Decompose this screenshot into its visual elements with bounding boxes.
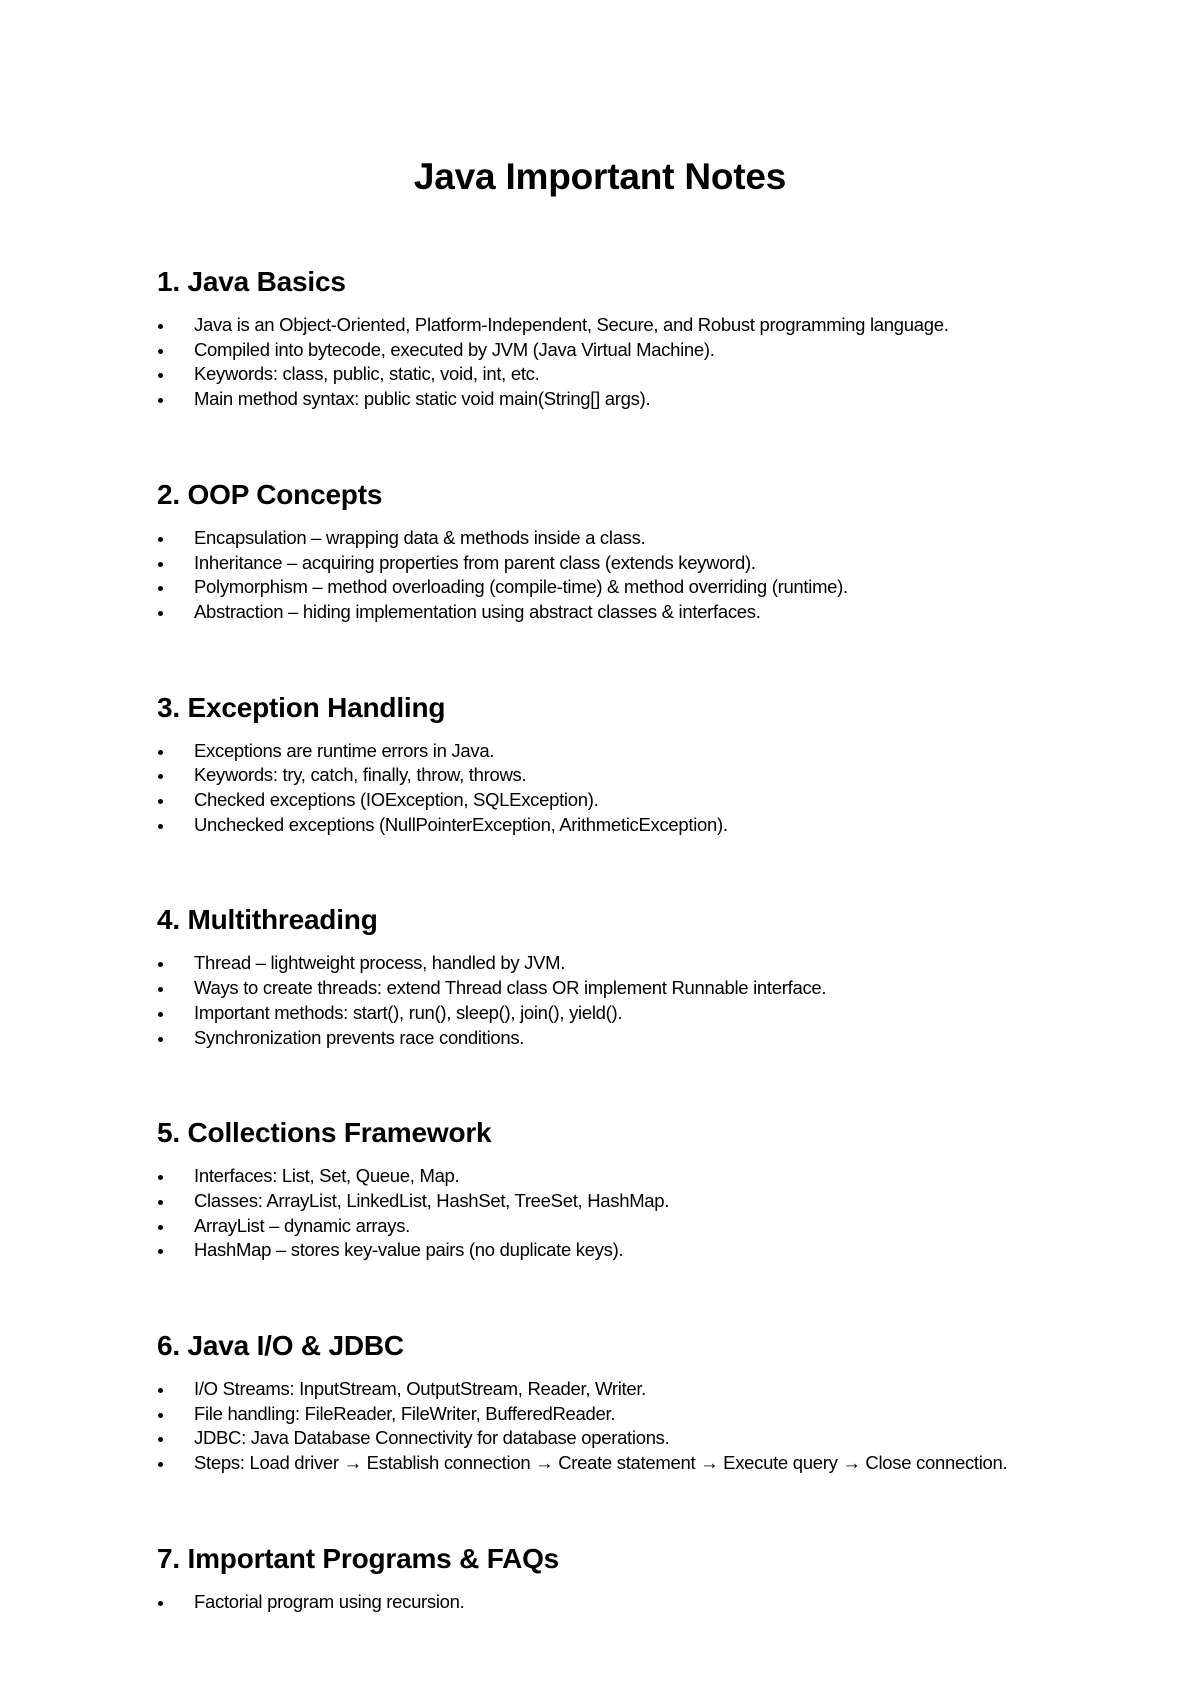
- list-item: [157, 362, 1074, 387]
- list-item: [157, 387, 1074, 412]
- list-item-text: Thread – lightweight process, handled by JVM.: [194, 952, 566, 974]
- list-item-text: Checked exceptions (IOException, SQLException).: [194, 789, 599, 811]
- list-item-text: Java is an Object-Oriented, Platform-Independent, Secure, and Robust programming language.: [194, 314, 949, 335]
- list-item: [157, 1238, 1074, 1263]
- list-item-text: Keywords: try, catch, finally, throw, throws.: [194, 764, 527, 786]
- list-item: [157, 1026, 1074, 1051]
- bullet-icon: [158, 537, 163, 542]
- list-item-text: Factorial program using recursion.: [194, 1590, 465, 1612]
- list-item-text: Main method syntax: public static void main(String[] args).: [194, 388, 651, 410]
- bullet-icon: [158, 562, 163, 567]
- list-item-text: Encapsulation – wrapping data & methods inside a class.: [194, 526, 646, 548]
- document-title: Java Important Notes: [413, 156, 787, 197]
- bullet-list: [157, 951, 1057, 1050]
- bullet-list: [157, 1164, 1057, 1263]
- list-item: [157, 788, 1074, 813]
- bullet-icon: [158, 398, 163, 403]
- list-item: [157, 338, 1074, 363]
- bullet-icon: [158, 1437, 163, 1442]
- bullet-icon: [158, 586, 163, 591]
- list-item-text: Important methods: start(), run(), sleep(), join(), yield().: [194, 1001, 623, 1023]
- list-item: [157, 1377, 1074, 1402]
- bullet-icon: [158, 373, 163, 378]
- sections-container: [157, 266, 1057, 1615]
- list-item: [157, 813, 1074, 838]
- list-item: [157, 763, 1074, 788]
- bullet-icon: [158, 1175, 163, 1180]
- list-item-text: Unchecked exceptions (NullPointerException, ArithmeticException).: [194, 813, 728, 835]
- bullet-icon: [158, 1601, 163, 1606]
- bullet-icon: [158, 1200, 163, 1205]
- bullet-icon: [158, 1225, 163, 1230]
- bullet-list: [157, 1590, 1057, 1615]
- list-item-text: Interfaces: List, Set, Queue, Map.: [194, 1165, 460, 1187]
- bullet-icon: [158, 1037, 163, 1042]
- bullet-icon: [158, 750, 163, 755]
- bullet-icon: [158, 1388, 163, 1393]
- bullet-icon: [158, 1012, 163, 1017]
- section-java-io-jdbc: [157, 1330, 1057, 1476]
- list-item-text: Steps: Load driver → Establish connection → Create statement → Execute query → Close connection.: [194, 1452, 1008, 1474]
- list-item: [157, 1402, 1074, 1427]
- section-exception-handling: [157, 692, 1057, 838]
- list-item: [157, 739, 1074, 764]
- list-item: [157, 526, 1074, 551]
- list-item-text: Classes: ArrayList, LinkedList, HashSet, TreeSet, HashMap.: [194, 1189, 670, 1211]
- list-item: [157, 575, 1074, 600]
- list-item-text: Polymorphism – method overloading (compile-time) & method overriding (runtime).: [194, 576, 848, 598]
- list-item-text: File handling: FileReader, FileWriter, BufferedReader.: [194, 1402, 616, 1424]
- list-item-text: HashMap – stores key-value pairs (no duplicate keys).: [194, 1239, 624, 1261]
- section-oop-concepts: [157, 479, 1057, 625]
- list-item: [157, 1451, 1074, 1476]
- section-multithreading: [157, 904, 1057, 1050]
- list-item-text: Exceptions are runtime errors in Java.: [194, 739, 495, 761]
- list-item-text: Synchronization prevents race conditions.: [194, 1026, 525, 1048]
- section-heading: 7. Important Programs & FAQs: [157, 1542, 560, 1574]
- bullet-icon: [158, 824, 163, 829]
- list-item: [157, 1001, 1074, 1026]
- list-item-text: Inheritance – acquiring properties from parent class (extends keyword).: [194, 551, 756, 573]
- list-item-text: Keywords: class, public, static, void, int, etc.: [194, 363, 540, 385]
- section-collections-framework: [157, 1117, 1057, 1263]
- bullet-icon: [158, 324, 163, 329]
- section-heading: 2. OOP Concepts: [157, 478, 383, 510]
- bullet-icon: [158, 349, 163, 354]
- section-heading: 5. Collections Framework: [157, 1117, 492, 1149]
- bullet-icon: [158, 962, 163, 967]
- bullet-list: [157, 313, 1057, 412]
- section-heading: 6. Java I/O & JDBC: [157, 1330, 404, 1362]
- list-item: [157, 976, 1074, 1001]
- list-item: [157, 551, 1074, 576]
- list-item: [157, 1426, 1074, 1451]
- list-item-text: ArrayList – dynamic arrays.: [194, 1214, 411, 1236]
- list-item: [157, 1214, 1074, 1239]
- bullet-list: [157, 1377, 1057, 1476]
- bullet-list: [157, 526, 1057, 625]
- bullet-icon: [158, 799, 163, 804]
- list-item: [157, 1164, 1074, 1189]
- list-item-text: I/O Streams: InputStream, OutputStream, Reader, Writer.: [194, 1378, 647, 1400]
- list-item-text: JDBC: Java Database Connectivity for database operations.: [194, 1427, 670, 1449]
- section-programs-faqs: [157, 1543, 1057, 1615]
- bullet-icon: [158, 774, 163, 779]
- list-item-text: Abstraction – hiding implementation using abstract classes & interfaces.: [194, 600, 761, 622]
- bullet-list: [157, 739, 1057, 838]
- section-java-basics: [157, 266, 1057, 412]
- bullet-icon: [158, 1413, 163, 1418]
- section-heading: 1. Java Basics: [157, 266, 346, 297]
- bullet-icon: [158, 611, 163, 616]
- section-heading: 3. Exception Handling: [157, 691, 446, 723]
- list-item-text: Compiled into bytecode, executed by JVM (Java Virtual Machine).: [194, 338, 715, 360]
- list-item-text: Ways to create threads: extend Thread class OR implement Runnable interface.: [194, 977, 827, 999]
- bullet-icon: [158, 1462, 163, 1467]
- list-item: [157, 1590, 1074, 1615]
- list-item: [157, 1189, 1074, 1214]
- bullet-icon: [158, 1249, 163, 1254]
- list-item: [157, 951, 1074, 976]
- list-item: [157, 600, 1074, 625]
- bullet-icon: [158, 987, 163, 992]
- section-heading: 4. Multithreading: [157, 904, 378, 936]
- list-item: [157, 313, 1074, 338]
